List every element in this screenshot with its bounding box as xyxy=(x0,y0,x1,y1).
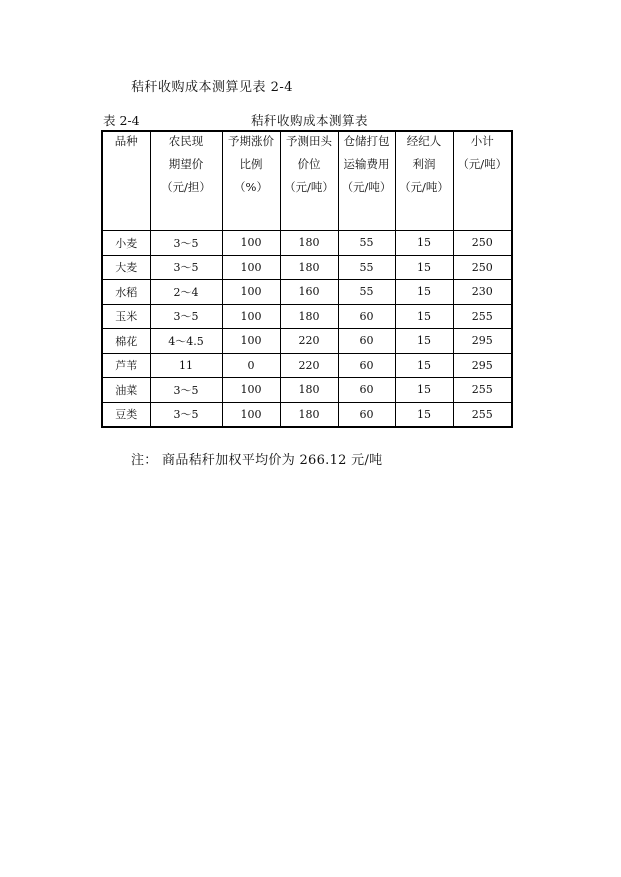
cell-subtotal: 255 xyxy=(453,378,512,403)
header-line: 仓储打包 xyxy=(343,134,390,148)
cell-broker-profit: 15 xyxy=(395,329,453,354)
cell-field-price: 180 xyxy=(280,304,338,329)
cell-broker-profit: 15 xyxy=(395,231,453,256)
cell-broker-profit: 15 xyxy=(395,255,453,280)
cell-subtotal: 250 xyxy=(453,231,512,256)
header-line: （%） xyxy=(234,180,268,194)
header-broker-profit xyxy=(395,131,453,231)
cell-broker-profit: 15 xyxy=(395,378,453,403)
table-row xyxy=(102,280,512,305)
table-row xyxy=(102,255,512,280)
cell-variety: 豆类 xyxy=(102,402,150,427)
header-line: （元/吨） xyxy=(399,180,449,194)
cell-subtotal: 230 xyxy=(453,280,512,305)
cell-increase-ratio: 100 xyxy=(222,378,280,403)
cell-farmer-price: 3～5 xyxy=(150,304,222,329)
cell-farmer-price: 4～4.5 xyxy=(150,329,222,354)
cell-broker-profit: 15 xyxy=(395,402,453,427)
header-storage-transport xyxy=(338,131,395,231)
table-row xyxy=(102,231,512,256)
cell-farmer-price: 3～5 xyxy=(150,255,222,280)
section-heading: 秸秆收购成本测算见表 2-4 xyxy=(131,80,294,95)
header-line: 小计 xyxy=(470,134,494,148)
cell-broker-profit: 15 xyxy=(395,304,453,329)
cell-storage-transport: 60 xyxy=(338,378,395,403)
header-line: （元/担） xyxy=(161,180,211,194)
cell-subtotal: 255 xyxy=(453,304,512,329)
cell-variety: 玉米 xyxy=(102,304,150,329)
cell-field-price: 180 xyxy=(280,231,338,256)
header-line: 运输费用 xyxy=(343,157,390,171)
cell-subtotal: 255 xyxy=(453,402,512,427)
cell-broker-profit: 15 xyxy=(395,353,453,378)
table-row xyxy=(102,304,512,329)
cell-field-price: 180 xyxy=(280,255,338,280)
cell-field-price: 160 xyxy=(280,280,338,305)
header-subtotal xyxy=(453,131,512,231)
table-row xyxy=(102,378,512,403)
cell-increase-ratio: 100 xyxy=(222,402,280,427)
header-line: 比例 xyxy=(239,157,263,171)
cell-storage-transport: 55 xyxy=(338,280,395,305)
header-line: 予测田头 xyxy=(286,134,332,148)
cell-increase-ratio: 100 xyxy=(222,329,280,354)
header-line: 期望价 xyxy=(168,157,204,171)
header-line: （元/吨） xyxy=(457,157,508,171)
header-line: （元/吨） xyxy=(284,180,334,194)
cell-variety: 水稻 xyxy=(102,280,150,305)
header-variety xyxy=(102,131,150,231)
cell-increase-ratio: 100 xyxy=(222,280,280,305)
table-title: 秸秆收购成本测算表 xyxy=(251,113,369,128)
cell-variety: 棉花 xyxy=(102,329,150,354)
cell-farmer-price: 3～5 xyxy=(150,231,222,256)
header-row xyxy=(102,131,512,231)
cell-storage-transport: 60 xyxy=(338,353,395,378)
cell-variety: 芦苇 xyxy=(102,353,150,378)
cell-storage-transport: 60 xyxy=(338,329,395,354)
table-label: 表 2-4 xyxy=(103,113,140,128)
header-line: 予期涨价 xyxy=(228,134,274,148)
cell-broker-profit: 15 xyxy=(395,280,453,305)
cell-farmer-price: 3～5 xyxy=(150,378,222,403)
cell-field-price: 220 xyxy=(280,353,338,378)
cell-storage-transport: 60 xyxy=(338,304,395,329)
table-row xyxy=(102,329,512,354)
header-line: 利润 xyxy=(412,157,436,171)
cell-increase-ratio: 100 xyxy=(222,231,280,256)
cell-farmer-price: 3～5 xyxy=(150,402,222,427)
header-farmer-price xyxy=(150,131,222,231)
cell-storage-transport: 55 xyxy=(338,231,395,256)
cell-storage-transport: 55 xyxy=(338,255,395,280)
cell-field-price: 180 xyxy=(280,402,338,427)
cell-variety: 油菜 xyxy=(102,378,150,403)
cell-increase-ratio: 0 xyxy=(222,353,280,378)
header-line: 价位 xyxy=(297,157,321,171)
cell-increase-ratio: 100 xyxy=(222,255,280,280)
weighted-average-note: 注： 商品秸秆加权平均价为 266.12 元/吨 xyxy=(131,453,383,468)
cell-variety: 大麦 xyxy=(102,255,150,280)
table-row xyxy=(102,402,512,427)
header-line: 农民现 xyxy=(168,134,204,148)
cell-subtotal: 295 xyxy=(453,353,512,378)
table-row xyxy=(102,353,512,378)
table-caption xyxy=(103,111,513,127)
cell-subtotal: 250 xyxy=(453,255,512,280)
cell-increase-ratio: 100 xyxy=(222,304,280,329)
header-line: 品种 xyxy=(114,134,138,148)
header-field-price xyxy=(280,131,338,231)
header-increase-ratio xyxy=(222,131,280,231)
cell-field-price: 180 xyxy=(280,378,338,403)
header-line: 经纪人 xyxy=(406,134,442,148)
cell-variety: 小麦 xyxy=(102,231,150,256)
header-line: （元/吨） xyxy=(341,180,392,194)
cell-subtotal: 295 xyxy=(453,329,512,354)
cell-field-price: 220 xyxy=(280,329,338,354)
cell-farmer-price: 11 xyxy=(150,353,222,378)
cell-storage-transport: 60 xyxy=(338,402,395,427)
cell-farmer-price: 2～4 xyxy=(150,280,222,305)
cost-table xyxy=(101,130,513,428)
